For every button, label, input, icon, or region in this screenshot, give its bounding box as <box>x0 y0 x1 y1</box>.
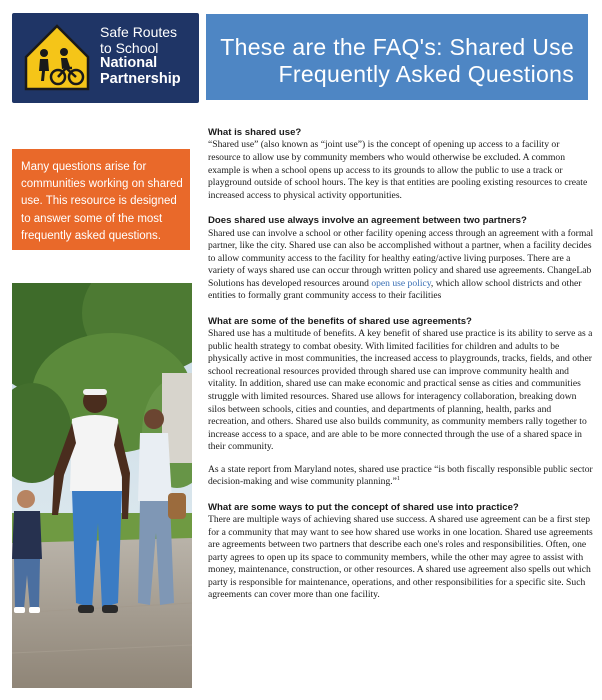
title-line-1: These are the FAQ's: Shared Use <box>220 34 574 60</box>
footnote-marker: 1 <box>396 476 400 483</box>
logo-line-3: National <box>100 55 158 71</box>
kids-on-bike-sign-icon <box>22 23 92 93</box>
logo-line-1: Safe Routes <box>100 24 178 40</box>
question-4: What are some ways to put the concept of shared use into practice? <box>208 501 519 513</box>
family-walking-photo <box>12 283 192 688</box>
question-2: Does shared use always involve an agreement between two partners? <box>208 215 527 227</box>
page-title <box>206 14 588 100</box>
maryland-quote: As a state report from Maryland notes, shared use practice “is both fiscally responsible public sector decision-making and wise community planning.” <box>208 463 593 488</box>
question-3: What are some of the benefits of shared use agreements? <box>208 315 472 327</box>
intro-callout: Many questions arise for communities working on shared use. This resource is designed to answer some of the most frequently asked questions. <box>12 149 190 250</box>
logo-line-2: to School <box>100 39 159 56</box>
open-use-policy-link[interactable]: open use policy <box>371 277 431 289</box>
faq-content <box>208 127 594 615</box>
question-1: What is shared use? <box>208 127 302 138</box>
logo-wordmark <box>100 25 196 87</box>
answer-3-followup <box>208 464 594 489</box>
answer-2-text-b: , which allow school districts and other entities to formally grant community access to their facilities <box>208 277 582 302</box>
answer-3: Shared use has a multitude of benefits. A key benefit of shared use practice is its ability to serve as a public health strategy to combat obesity. With limited facilities for children and adults to be physically active in most communities, the increased access to playgrounds, tracks, fields, and other school recreational resources provided through shared use can improve community health and vitality. In addition, shared use can make economic and practical sense as cities and communities struggle with limited resources. Shared use allows for interagency collaboration, breaking down silos between schools, cities and counties, and departments of planning, health, parks and recreation, and others. Shared use also builds community, as community members rally together to increase access to a space, and are able to be more connected through the use of a shared space in their community. <box>208 328 593 453</box>
answer-2-text-a: Shared use can involve a school or other facility opening access through an agreement with a formal partner, like the city. Shared use can also be accomplished without a partner, when a facility decides to allow community access to the facility for healthy eating/active living purposes. There are a variety of ways shared use can occur through written policy and shared use agreements. ChangeLab Solutions has developed resources around <box>208 227 594 289</box>
logo <box>12 13 199 103</box>
answer-2 <box>208 228 594 303</box>
title-line-2: Frequently Asked Questions <box>278 61 574 87</box>
logo-line-4: Partnership <box>100 70 181 87</box>
answer-1: “Shared use” (also known as “joint use”) is the concept of opening up access to a facility or resource to allow use by community members who would otherwise be excluded. A common example is when a school opens up access to its grounds to allow the public to use a track or playground outside of school hours. The key is that entities are pooling existing resources to create increased access to physical activity opportunities. <box>208 139 588 201</box>
answer-4: There are multiple ways of achieving shared use success. A shared use agreement can be a first step for a community that may want to see how shared use works in one location. Shared use agreements are agreements between two partners that describe each one's roles and responsibilities. Often, one party agrees to open up its space to community members, while the other may agree to assist with money, maintenance, construction, or other resources. A shared use agreement also spells out which party is responsible for maintenance, operations, and other responsibilities for a specific site. Such agreements can cover more than one facility. <box>208 514 593 601</box>
